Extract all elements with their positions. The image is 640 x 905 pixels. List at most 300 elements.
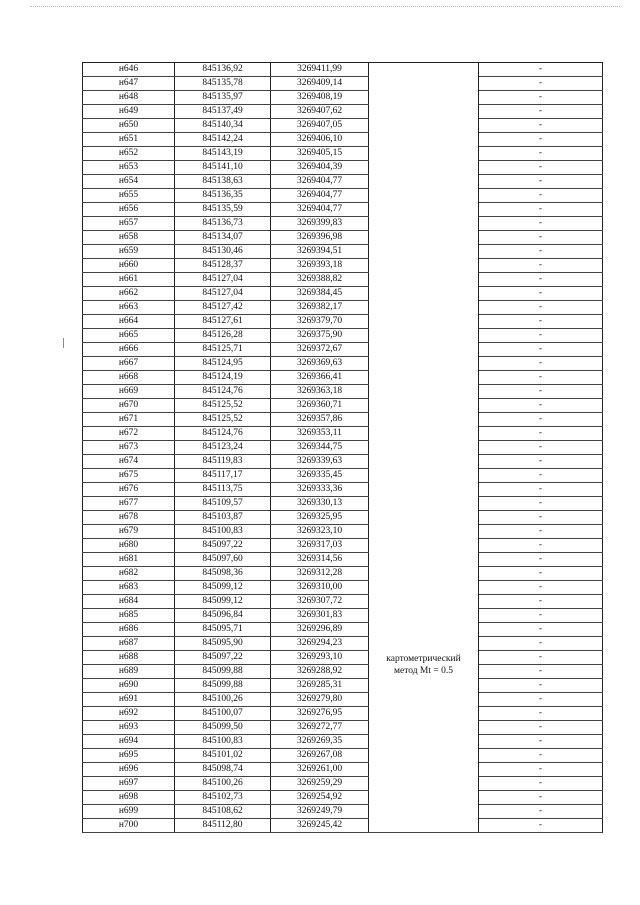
mt-value-cell: - [479, 735, 603, 749]
method-cell [369, 217, 479, 231]
mt-value-cell: - [479, 581, 603, 595]
x-coordinate-cell: 845134,07 [175, 231, 271, 245]
point-name-cell: н672 [83, 427, 175, 441]
point-name-cell: н699 [83, 805, 175, 819]
x-coordinate-cell: 845141,10 [175, 161, 271, 175]
table-row [83, 665, 603, 679]
table-row [83, 735, 603, 749]
point-name-cell: н661 [83, 273, 175, 287]
method-cell [369, 539, 479, 553]
x-coordinate-cell: 845127,04 [175, 287, 271, 301]
y-coordinate-cell: 3269407,05 [271, 119, 369, 133]
mt-value-cell: - [479, 609, 603, 623]
mt-value-cell: - [479, 63, 603, 77]
point-name-cell: н687 [83, 637, 175, 651]
mt-value-cell: - [479, 721, 603, 735]
y-coordinate-cell: 3269396,98 [271, 231, 369, 245]
x-coordinate-cell: 845103,87 [175, 511, 271, 525]
point-name-cell: н659 [83, 245, 175, 259]
method-cell [369, 245, 479, 259]
y-coordinate-cell: 3269245,42 [271, 819, 369, 833]
x-coordinate-cell: 845098,36 [175, 567, 271, 581]
coordinates-table [82, 62, 603, 833]
mt-value-cell: - [479, 749, 603, 763]
point-name-cell: н690 [83, 679, 175, 693]
mt-value-cell: - [479, 777, 603, 791]
method-cell [369, 609, 479, 623]
point-name-cell: н694 [83, 735, 175, 749]
table-row [83, 567, 603, 581]
x-coordinate-cell: 845100,26 [175, 693, 271, 707]
table-row [83, 161, 603, 175]
mt-value-cell: - [479, 693, 603, 707]
y-coordinate-cell: 3269407,62 [271, 105, 369, 119]
method-cell [369, 399, 479, 413]
x-coordinate-cell: 845108,62 [175, 805, 271, 819]
mt-value-cell: - [479, 623, 603, 637]
x-coordinate-cell: 845095,90 [175, 637, 271, 651]
method-cell [369, 777, 479, 791]
table-row [83, 609, 603, 623]
table-row [83, 273, 603, 287]
x-coordinate-cell: 845101,02 [175, 749, 271, 763]
mt-value-cell: - [479, 511, 603, 525]
method-label-line2: метод Mt = 0.5 [393, 665, 453, 676]
y-coordinate-cell: 3269405,15 [271, 147, 369, 161]
y-coordinate-cell: 3269330,13 [271, 497, 369, 511]
point-name-cell: н673 [83, 441, 175, 455]
x-coordinate-cell: 845100,26 [175, 777, 271, 791]
point-name-cell: н664 [83, 315, 175, 329]
y-coordinate-cell: 3269249,79 [271, 805, 369, 819]
mt-value-cell: - [479, 119, 603, 133]
x-coordinate-cell: 845125,52 [175, 399, 271, 413]
y-coordinate-cell: 3269411,99 [271, 63, 369, 77]
x-coordinate-cell: 845097,22 [175, 651, 271, 665]
mt-value-cell: - [479, 161, 603, 175]
method-cell [369, 791, 479, 805]
point-name-cell: н668 [83, 371, 175, 385]
mt-value-cell: - [479, 105, 603, 119]
x-coordinate-cell: 845119,83 [175, 455, 271, 469]
y-coordinate-cell: 3269388,82 [271, 273, 369, 287]
point-name-cell: н653 [83, 161, 175, 175]
x-coordinate-cell: 845124,76 [175, 427, 271, 441]
table-row [83, 511, 603, 525]
x-coordinate-cell: 845127,04 [175, 273, 271, 287]
y-coordinate-cell: 3269312,28 [271, 567, 369, 581]
point-name-cell: н652 [83, 147, 175, 161]
method-cell [369, 511, 479, 525]
mt-value-cell: - [479, 413, 603, 427]
table-row [83, 147, 603, 161]
y-coordinate-cell: 3269269,35 [271, 735, 369, 749]
point-name-cell: н658 [83, 231, 175, 245]
mt-value-cell: - [479, 763, 603, 777]
y-coordinate-cell: 3269254,92 [271, 791, 369, 805]
method-cell [369, 273, 479, 287]
point-name-cell: н651 [83, 133, 175, 147]
method-cell [369, 133, 479, 147]
mt-value-cell: - [479, 175, 603, 189]
table-row [83, 245, 603, 259]
mt-value-cell: - [479, 147, 603, 161]
mt-value-cell: - [479, 315, 603, 329]
y-coordinate-cell: 3269399,83 [271, 217, 369, 231]
x-coordinate-cell: 845130,46 [175, 245, 271, 259]
table-row [83, 553, 603, 567]
table-row [83, 763, 603, 777]
table-row [83, 497, 603, 511]
method-cell [369, 63, 479, 77]
x-coordinate-cell: 845096,84 [175, 609, 271, 623]
point-name-cell: н646 [83, 63, 175, 77]
table-row [83, 581, 603, 595]
point-name-cell: н696 [83, 763, 175, 777]
table-row [83, 63, 603, 77]
x-coordinate-cell: 845128,37 [175, 259, 271, 273]
table-row [83, 357, 603, 371]
point-name-cell: н665 [83, 329, 175, 343]
table-row [83, 623, 603, 637]
y-coordinate-cell: 3269393,18 [271, 259, 369, 273]
method-cell [369, 119, 479, 133]
x-coordinate-cell: 845097,60 [175, 553, 271, 567]
table-row [83, 231, 603, 245]
point-name-cell: н657 [83, 217, 175, 231]
method-cell [369, 497, 479, 511]
table-row [83, 637, 603, 651]
y-coordinate-cell: 3269372,67 [271, 343, 369, 357]
table-row [83, 399, 603, 413]
mt-value-cell: - [479, 553, 603, 567]
table-row [83, 805, 603, 819]
mt-value-cell: - [479, 455, 603, 469]
method-cell [369, 581, 479, 595]
y-coordinate-cell: 3269296,89 [271, 623, 369, 637]
mt-value-cell: - [479, 259, 603, 273]
y-coordinate-cell: 3269384,45 [271, 287, 369, 301]
point-name-cell: н678 [83, 511, 175, 525]
table-row [83, 105, 603, 119]
mt-value-cell: - [479, 189, 603, 203]
point-name-cell: н663 [83, 301, 175, 315]
method-cell [369, 315, 479, 329]
table-row [83, 679, 603, 693]
table-row [83, 343, 603, 357]
method-cell [369, 567, 479, 581]
table-row [83, 427, 603, 441]
y-coordinate-cell: 3269276,95 [271, 707, 369, 721]
method-cell [369, 651, 479, 665]
table-row [83, 595, 603, 609]
point-name-cell: н669 [83, 385, 175, 399]
mt-value-cell: - [479, 371, 603, 385]
mt-value-cell: - [479, 133, 603, 147]
method-cell [369, 469, 479, 483]
mt-value-cell: - [479, 91, 603, 105]
x-coordinate-cell: 845137,49 [175, 105, 271, 119]
y-coordinate-cell: 3269267,08 [271, 749, 369, 763]
y-coordinate-cell: 3269360,71 [271, 399, 369, 413]
point-name-cell: н681 [83, 553, 175, 567]
point-name-cell: н666 [83, 343, 175, 357]
mt-value-cell: - [479, 805, 603, 819]
y-coordinate-cell: 3269353,11 [271, 427, 369, 441]
method-cell [369, 259, 479, 273]
point-name-cell: н686 [83, 623, 175, 637]
point-name-cell: н684 [83, 595, 175, 609]
table-row [83, 791, 603, 805]
table-row [83, 483, 603, 497]
y-coordinate-cell: 3269344,75 [271, 441, 369, 455]
method-cell [369, 385, 479, 399]
table-row [83, 707, 603, 721]
point-name-cell: н667 [83, 357, 175, 371]
method-cell [369, 693, 479, 707]
table-row [83, 189, 603, 203]
y-coordinate-cell: 3269272,77 [271, 721, 369, 735]
x-coordinate-cell: 845099,88 [175, 665, 271, 679]
mt-value-cell: - [479, 343, 603, 357]
method-cell [369, 371, 479, 385]
table-row [83, 749, 603, 763]
method-cell [369, 595, 479, 609]
point-name-cell: н654 [83, 175, 175, 189]
point-name-cell: н688 [83, 651, 175, 665]
method-cell [369, 525, 479, 539]
x-coordinate-cell: 845136,92 [175, 63, 271, 77]
y-coordinate-cell: 3269375,90 [271, 329, 369, 343]
mt-value-cell: - [479, 483, 603, 497]
point-name-cell: н683 [83, 581, 175, 595]
y-coordinate-cell: 3269323,10 [271, 525, 369, 539]
point-name-cell: н685 [83, 609, 175, 623]
y-coordinate-cell: 3269363,18 [271, 385, 369, 399]
table-row [83, 91, 603, 105]
method-cell [369, 357, 479, 371]
mt-value-cell: - [479, 273, 603, 287]
x-coordinate-cell: 845113,75 [175, 483, 271, 497]
y-coordinate-cell: 3269285,31 [271, 679, 369, 693]
method-cell [369, 721, 479, 735]
point-name-cell: н662 [83, 287, 175, 301]
y-coordinate-cell: 3269317,03 [271, 539, 369, 553]
x-coordinate-cell: 845109,57 [175, 497, 271, 511]
method-cell [369, 819, 479, 833]
x-coordinate-cell: 845098,74 [175, 763, 271, 777]
method-cell [369, 455, 479, 469]
mt-value-cell: - [479, 819, 603, 833]
method-cell [369, 623, 479, 637]
y-coordinate-cell: 3269261,00 [271, 763, 369, 777]
table-row [83, 819, 603, 833]
method-cell [369, 287, 479, 301]
method-cell [369, 189, 479, 203]
mt-value-cell: - [479, 791, 603, 805]
point-name-cell: н692 [83, 707, 175, 721]
mt-value-cell: - [479, 525, 603, 539]
point-name-cell: н650 [83, 119, 175, 133]
y-coordinate-cell: 3269409,14 [271, 77, 369, 91]
mt-value-cell: - [479, 497, 603, 511]
x-coordinate-cell: 845127,61 [175, 315, 271, 329]
table-row [83, 217, 603, 231]
mt-value-cell: - [479, 77, 603, 91]
y-coordinate-cell: 3269382,17 [271, 301, 369, 315]
point-name-cell: н655 [83, 189, 175, 203]
method-cell [369, 147, 479, 161]
mt-value-cell: - [479, 441, 603, 455]
y-coordinate-cell: 3269408,19 [271, 91, 369, 105]
x-coordinate-cell: 845100,83 [175, 735, 271, 749]
point-name-cell: н656 [83, 203, 175, 217]
x-coordinate-cell: 845124,76 [175, 385, 271, 399]
table-row [83, 259, 603, 273]
y-coordinate-cell: 3269333,36 [271, 483, 369, 497]
point-name-cell: н674 [83, 455, 175, 469]
table-row [83, 315, 603, 329]
method-cell [369, 105, 479, 119]
x-coordinate-cell: 845099,12 [175, 581, 271, 595]
mt-value-cell: - [479, 357, 603, 371]
x-coordinate-cell: 845136,35 [175, 189, 271, 203]
x-coordinate-cell: 845125,71 [175, 343, 271, 357]
method-cell [369, 301, 479, 315]
point-name-cell: н677 [83, 497, 175, 511]
y-coordinate-cell: 3269325,95 [271, 511, 369, 525]
mt-value-cell: - [479, 651, 603, 665]
method-cell [369, 749, 479, 763]
table-row [83, 441, 603, 455]
method-cell [369, 203, 479, 217]
table-row [83, 385, 603, 399]
point-name-cell: н671 [83, 413, 175, 427]
method-cell [369, 483, 479, 497]
mt-value-cell: - [479, 427, 603, 441]
mt-value-cell: - [479, 665, 603, 679]
mt-value-cell: - [479, 329, 603, 343]
mt-value-cell: - [479, 399, 603, 413]
x-coordinate-cell: 845142,24 [175, 133, 271, 147]
method-cell [369, 679, 479, 693]
point-name-cell: н676 [83, 483, 175, 497]
y-coordinate-cell: 3269404,77 [271, 175, 369, 189]
table-row [83, 777, 603, 791]
method-cell [369, 175, 479, 189]
method-cell [369, 553, 479, 567]
y-coordinate-cell: 3269294,23 [271, 637, 369, 651]
method-cell [369, 329, 479, 343]
table-row [83, 77, 603, 91]
table-row [83, 469, 603, 483]
x-coordinate-cell: 845135,97 [175, 91, 271, 105]
point-name-cell: н679 [83, 525, 175, 539]
method-cell [369, 735, 479, 749]
x-coordinate-cell: 845099,12 [175, 595, 271, 609]
point-name-cell: н648 [83, 91, 175, 105]
x-coordinate-cell: 845136,73 [175, 217, 271, 231]
mt-value-cell: - [479, 231, 603, 245]
x-coordinate-cell: 845124,19 [175, 371, 271, 385]
x-coordinate-cell: 845126,28 [175, 329, 271, 343]
mt-value-cell: - [479, 385, 603, 399]
margin-mark [63, 338, 64, 348]
y-coordinate-cell: 3269310,00 [271, 581, 369, 595]
x-coordinate-cell: 845143,19 [175, 147, 271, 161]
x-coordinate-cell: 845095,71 [175, 623, 271, 637]
y-coordinate-cell: 3269394,51 [271, 245, 369, 259]
y-coordinate-cell: 3269339,63 [271, 455, 369, 469]
y-coordinate-cell: 3269279,80 [271, 693, 369, 707]
method-cell [369, 427, 479, 441]
mt-value-cell: - [479, 217, 603, 231]
y-coordinate-cell: 3269259,29 [271, 777, 369, 791]
method-cell [369, 77, 479, 91]
table-row [83, 455, 603, 469]
mt-value-cell: - [479, 595, 603, 609]
point-name-cell: н670 [83, 399, 175, 413]
y-coordinate-cell: 3269288,92 [271, 665, 369, 679]
method-cell [369, 441, 479, 455]
point-name-cell: н691 [83, 693, 175, 707]
mt-value-cell: - [479, 539, 603, 553]
mt-value-cell: - [479, 707, 603, 721]
x-coordinate-cell: 845123,24 [175, 441, 271, 455]
x-coordinate-cell: 845099,88 [175, 679, 271, 693]
x-coordinate-cell: 845097,22 [175, 539, 271, 553]
table-row [83, 371, 603, 385]
table-row [83, 287, 603, 301]
y-coordinate-cell: 3269314,56 [271, 553, 369, 567]
table-row [83, 329, 603, 343]
point-name-cell: н700 [83, 819, 175, 833]
y-coordinate-cell: 3269366,41 [271, 371, 369, 385]
y-coordinate-cell: 3269406,10 [271, 133, 369, 147]
x-coordinate-cell: 845112,80 [175, 819, 271, 833]
x-coordinate-cell: 845125,52 [175, 413, 271, 427]
x-coordinate-cell: 845135,59 [175, 203, 271, 217]
point-name-cell: н660 [83, 259, 175, 273]
x-coordinate-cell: 845099,50 [175, 721, 271, 735]
y-coordinate-cell: 3269335,45 [271, 469, 369, 483]
x-coordinate-cell: 845127,42 [175, 301, 271, 315]
x-coordinate-cell: 845135,78 [175, 77, 271, 91]
y-coordinate-cell: 3269379,70 [271, 315, 369, 329]
point-name-cell: н680 [83, 539, 175, 553]
mt-value-cell: - [479, 301, 603, 315]
point-name-cell: н647 [83, 77, 175, 91]
y-coordinate-cell: 3269369,63 [271, 357, 369, 371]
point-name-cell: н689 [83, 665, 175, 679]
y-coordinate-cell: 3269404,39 [271, 161, 369, 175]
table-row [83, 721, 603, 735]
mt-value-cell: - [479, 567, 603, 581]
y-coordinate-cell: 3269357,86 [271, 413, 369, 427]
table-row [83, 539, 603, 553]
method-cell [369, 413, 479, 427]
table-row [83, 301, 603, 315]
y-coordinate-cell: 3269404,77 [271, 189, 369, 203]
x-coordinate-cell: 845102,73 [175, 791, 271, 805]
mt-value-cell: - [479, 245, 603, 259]
x-coordinate-cell: 845140,34 [175, 119, 271, 133]
table-row [83, 525, 603, 539]
method-cell [369, 231, 479, 245]
y-coordinate-cell: 3269293,10 [271, 651, 369, 665]
point-name-cell: н698 [83, 791, 175, 805]
y-coordinate-cell: 3269307,72 [271, 595, 369, 609]
